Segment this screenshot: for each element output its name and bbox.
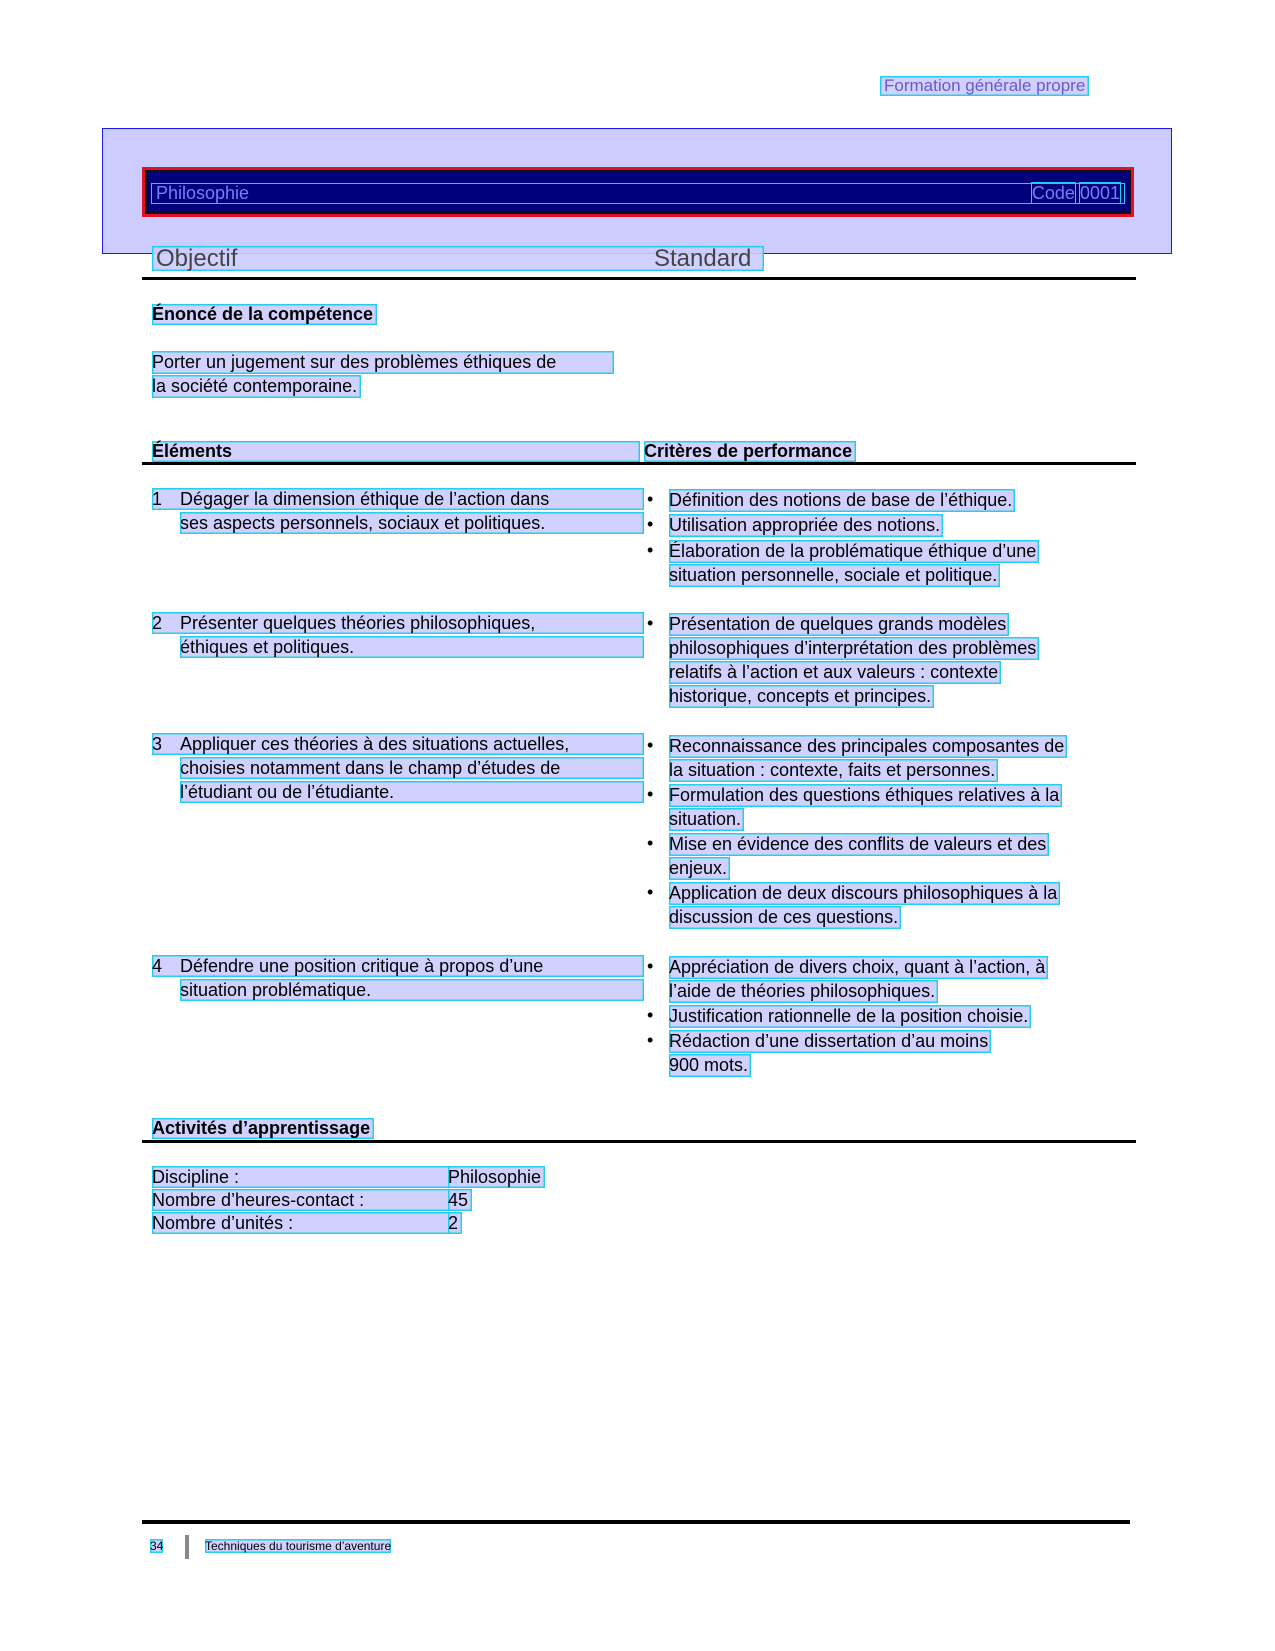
- element-text: ses aspects personnels, sociaux et politiques.: [180, 513, 546, 533]
- criterion-text: Élaboration de la problématique éthique d’une: [669, 540, 1039, 563]
- criterion-text: discussion de ces questions.: [669, 906, 901, 929]
- bullet-icon: •: [647, 514, 654, 534]
- element-text: l’étudiant ou de l’étudiante.: [180, 782, 395, 802]
- element-number: 1: [152, 489, 163, 509]
- activity-value-discipline: Philosophie: [448, 1166, 545, 1188]
- footer-separator: [185, 1535, 189, 1559]
- criterion-text: Reconnaissance des principales composantes de: [669, 735, 1067, 758]
- code-value: 0001: [1079, 183, 1120, 203]
- element-number: 4: [152, 956, 163, 976]
- activity-label-discipline: Discipline :: [152, 1166, 457, 1188]
- criterion-text: l’aide de théories philosophiques.: [669, 980, 938, 1003]
- table-rule: [142, 462, 1136, 465]
- section-label: Formation générale propre: [880, 76, 1089, 96]
- element-text: Dégager la dimension éthique de l’action dans: [180, 489, 550, 509]
- bullet-icon: •: [647, 1030, 654, 1050]
- criterion-text: Rédaction d’une dissertation d’au moins: [669, 1030, 991, 1053]
- bullet-icon: •: [647, 956, 654, 976]
- criterion-text: Utilisation appropriée des notions.: [669, 514, 943, 537]
- criterion-text: philosophiques d’interprétation des problèmes: [669, 637, 1039, 660]
- elements-heading: Éléments: [152, 441, 640, 462]
- criterion-text: enjeux.: [669, 857, 730, 880]
- activity-value-hours: 45: [448, 1189, 472, 1211]
- footer-rule: [142, 1520, 1130, 1524]
- course-title: Philosophie: [156, 183, 250, 203]
- bullet-icon: •: [647, 833, 654, 853]
- element-text: Défendre une position critique à propos d’une: [180, 956, 544, 976]
- code-label: Code: [1031, 183, 1075, 203]
- criterion-text: relatifs à l’action et aux valeurs : contexte: [669, 661, 1001, 684]
- criterion-text: historique, concepts et principes.: [669, 685, 934, 708]
- element-text: éthiques et politiques.: [180, 637, 355, 657]
- bullet-icon: •: [647, 540, 654, 560]
- element-text: situation problématique.: [180, 980, 372, 1000]
- bullet-icon: •: [647, 1005, 654, 1025]
- competence-line-2: la société contemporaine.: [152, 375, 361, 398]
- criterion-text: Présentation de quelques grands modèles: [669, 613, 1009, 636]
- column-objectif: Objectif: [156, 245, 238, 272]
- course-banner: [142, 167, 1134, 217]
- element-text: choisies notamment dans le champ d’études de: [180, 758, 561, 778]
- element-text: Présenter quelques théories philosophiques,: [180, 613, 536, 633]
- criterion-text: Formulation des questions éthiques relatives à la: [669, 784, 1062, 807]
- element-number: 3: [152, 734, 163, 754]
- activities-rule: [142, 1140, 1136, 1143]
- criterion-text: Définition des notions de base de l’éthique.: [669, 489, 1015, 512]
- bullet-icon: •: [647, 735, 654, 755]
- banner-inner: [151, 183, 1125, 204]
- criterion-text: situation.: [669, 808, 744, 831]
- course-code: [1032, 184, 1120, 203]
- criterion-text: Appréciation de divers choix, quant à l’action, à: [669, 956, 1048, 979]
- activity-value-units: 2: [448, 1212, 462, 1234]
- columns-header: [152, 246, 764, 271]
- criterion-text: la situation : contexte, faits et personnes.: [669, 759, 998, 782]
- bullet-icon: •: [647, 784, 654, 804]
- bullet-icon: •: [647, 882, 654, 902]
- criterion-text: Application de deux discours philosophiques à la: [669, 882, 1060, 905]
- footer-title: Techniques du tourisme d’aventure: [205, 1539, 392, 1553]
- competence-line-1: Porter un jugement sur des problèmes éthiques de: [152, 351, 614, 374]
- bullet-icon: •: [647, 489, 654, 509]
- criteria-heading: Critères de performance: [644, 441, 856, 462]
- page-number: 34: [150, 1539, 164, 1553]
- column-standard: Standard: [654, 245, 752, 272]
- criterion-text: Mise en évidence des conflits de valeurs et des: [669, 833, 1049, 856]
- activities-heading: Activités d’apprentissage: [152, 1118, 374, 1139]
- element-text: Appliquer ces théories à des situations actuelles,: [180, 734, 570, 754]
- criterion-text: Justification rationnelle de la position choisie.: [669, 1005, 1031, 1028]
- activity-label-hours: Nombre d’heures-contact :: [152, 1189, 457, 1211]
- criterion-text: situation personnelle, sociale et politique.: [669, 564, 1000, 587]
- competence-heading: Énoncé de la compétence: [152, 304, 377, 325]
- bullet-icon: •: [647, 613, 654, 633]
- element-number: 2: [152, 613, 163, 633]
- activity-label-units: Nombre d’unités :: [152, 1212, 457, 1234]
- criterion-text: 900 mots.: [669, 1054, 751, 1077]
- header-rule: [142, 277, 1136, 280]
